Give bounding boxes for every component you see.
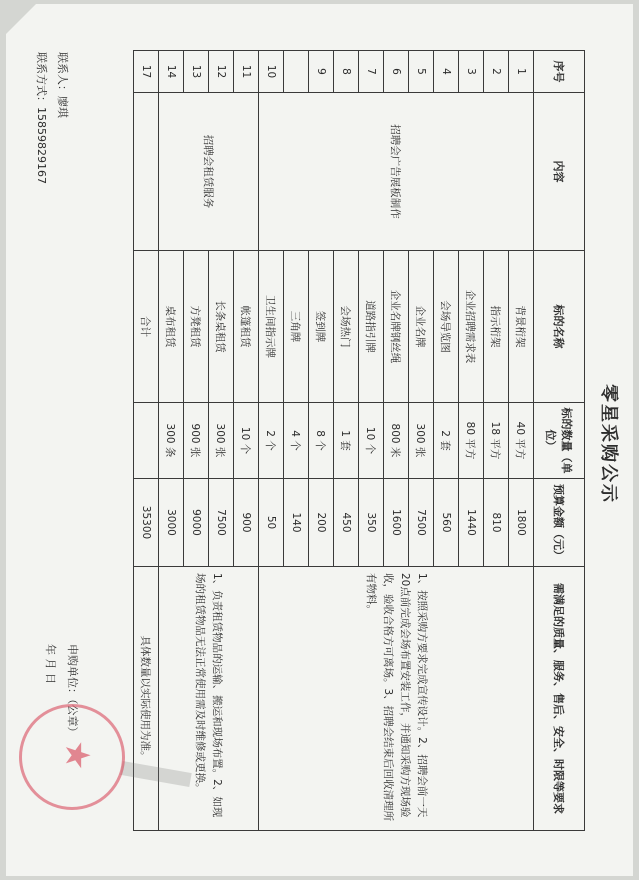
cell-seq: 14: [159, 51, 184, 93]
cell-seq: 5: [409, 51, 434, 93]
document-page: [6, 4, 633, 876]
cell-name: 三角牌: [284, 251, 309, 403]
cell-name: 会场导览图: [434, 251, 459, 403]
cell-qty: 80 平方: [459, 403, 484, 479]
table-row: [509, 51, 534, 831]
cell-budget: 1440: [459, 479, 484, 567]
cell-qty: 1 套: [334, 403, 359, 479]
cell-qty: 18 平方: [484, 403, 509, 479]
cell-name: 企业招聘需求表: [459, 251, 484, 403]
cell-budget: 1800: [509, 479, 534, 567]
cell-seq: [284, 51, 309, 93]
cell-seq: 8: [334, 51, 359, 93]
cell-qty: [134, 403, 159, 479]
cell-seq: 2: [484, 51, 509, 93]
cell-budget: 560: [434, 479, 459, 567]
cell-qty: 300 张: [209, 403, 234, 479]
cell-budget: 35300: [134, 479, 159, 567]
official-seal: [19, 704, 125, 810]
cell-budget: 350: [359, 479, 384, 567]
cell-seq: 9: [309, 51, 334, 93]
header-budget: 预算金额（元）: [534, 479, 585, 567]
group-b-label: 招聘会租赁服务: [159, 93, 259, 251]
cell-qty: 4 个: [284, 403, 309, 479]
cell-name: 合计: [134, 251, 159, 403]
cell-qty: 10 个: [359, 403, 384, 479]
cell-qty: 2 套: [434, 403, 459, 479]
cell-qty: 800 米: [384, 403, 409, 479]
cell-budget: 140: [284, 479, 309, 567]
cell-seq: 10: [259, 51, 284, 93]
applicant-unit: 申购单位：（公章）: [66, 644, 79, 738]
cell-budget: 50: [259, 479, 284, 567]
cell-name: 签到牌: [309, 251, 334, 403]
cell-name: 桌布租赁: [159, 251, 184, 403]
cell-qty: 40 平方: [509, 403, 534, 479]
cell-budget: 1600: [384, 479, 409, 567]
cell-qty: 2 个: [259, 403, 284, 479]
cell-budget: 7500: [409, 479, 434, 567]
header-requirement: 需满足的质量、服务、售后、安全、时限等要求: [534, 567, 585, 831]
cell-name: 企业名牌钢丝绳: [384, 251, 409, 403]
cell-qty: 8 个: [309, 403, 334, 479]
cell-seq: 12: [209, 51, 234, 93]
cell-qty: 10 个: [234, 403, 259, 479]
procurement-table: [133, 50, 585, 831]
cell-qty: 900 张: [184, 403, 209, 479]
cell-name: 方凳租赁: [184, 251, 209, 403]
header-name: 标的名称: [534, 251, 585, 403]
cell-name: 道路指引牌: [359, 251, 384, 403]
rotated-sheet: [6, 4, 633, 876]
cell-seq: 17: [134, 51, 159, 93]
cell-budget: 9000: [184, 479, 209, 567]
cell-name: 长条桌租赁: [209, 251, 234, 403]
cell-qty: 300 条: [159, 403, 184, 479]
cell-name: 指示桁架: [484, 251, 509, 403]
header-content: 内容: [534, 93, 585, 251]
requirement-a: 1、按照采购方要求完成宣传设计。2、招聘会前一天20点前完成会场布置安装工作，并通知采购方现场验收，验收合格方可离场。3、招聘会结束后回收清理所有物料。: [259, 567, 534, 831]
cell-qty: 300 张: [409, 403, 434, 479]
header-qty: 标的数量（单位）: [534, 403, 585, 479]
cell-seq: 13: [184, 51, 209, 93]
cell-seq: 1: [509, 51, 534, 93]
seal-star-icon: ★: [57, 740, 97, 771]
cell-seq: 6: [384, 51, 409, 93]
page-title: 零星采购公示: [598, 384, 619, 504]
cell-name: 帐篷租赁: [234, 251, 259, 403]
cell-budget: 200: [309, 479, 334, 567]
cell-budget: 450: [334, 479, 359, 567]
cell-budget: 900: [234, 479, 259, 567]
table-row: [234, 51, 259, 831]
contact-person: 联系人：廖琪: [56, 52, 69, 118]
cell-name: 卫生间指示牌: [259, 251, 284, 403]
cell-seq: 4: [434, 51, 459, 93]
cell-content-empty: [134, 93, 159, 251]
total-row: [134, 51, 159, 831]
cell-budget: 810: [484, 479, 509, 567]
cell-budget: 7500: [209, 479, 234, 567]
requirement-total: 具体数量以实际使用为准。: [134, 567, 159, 831]
cell-seq: 3: [459, 51, 484, 93]
sign-date: 年 月 日: [44, 644, 57, 684]
contact-block: [31, 52, 73, 184]
cell-seq: 11: [234, 51, 259, 93]
header-row: [534, 51, 585, 831]
contact-phone: 联系方式：15859829167: [35, 52, 48, 184]
cell-seq: 7: [359, 51, 384, 93]
group-a-label: 招聘会广告展板制作: [259, 93, 534, 251]
requirement-b: 1、负责租赁物品的运输、搬运和现场布置。2、如现场的租赁物品无法正常使用需及时维修或更换。: [159, 567, 259, 831]
cell-name: 企业名牌: [409, 251, 434, 403]
cell-name: 背景桁架: [509, 251, 534, 403]
cell-budget: 3000: [159, 479, 184, 567]
cell-name: 会场热门: [334, 251, 359, 403]
header-seq: 序号: [534, 51, 585, 93]
